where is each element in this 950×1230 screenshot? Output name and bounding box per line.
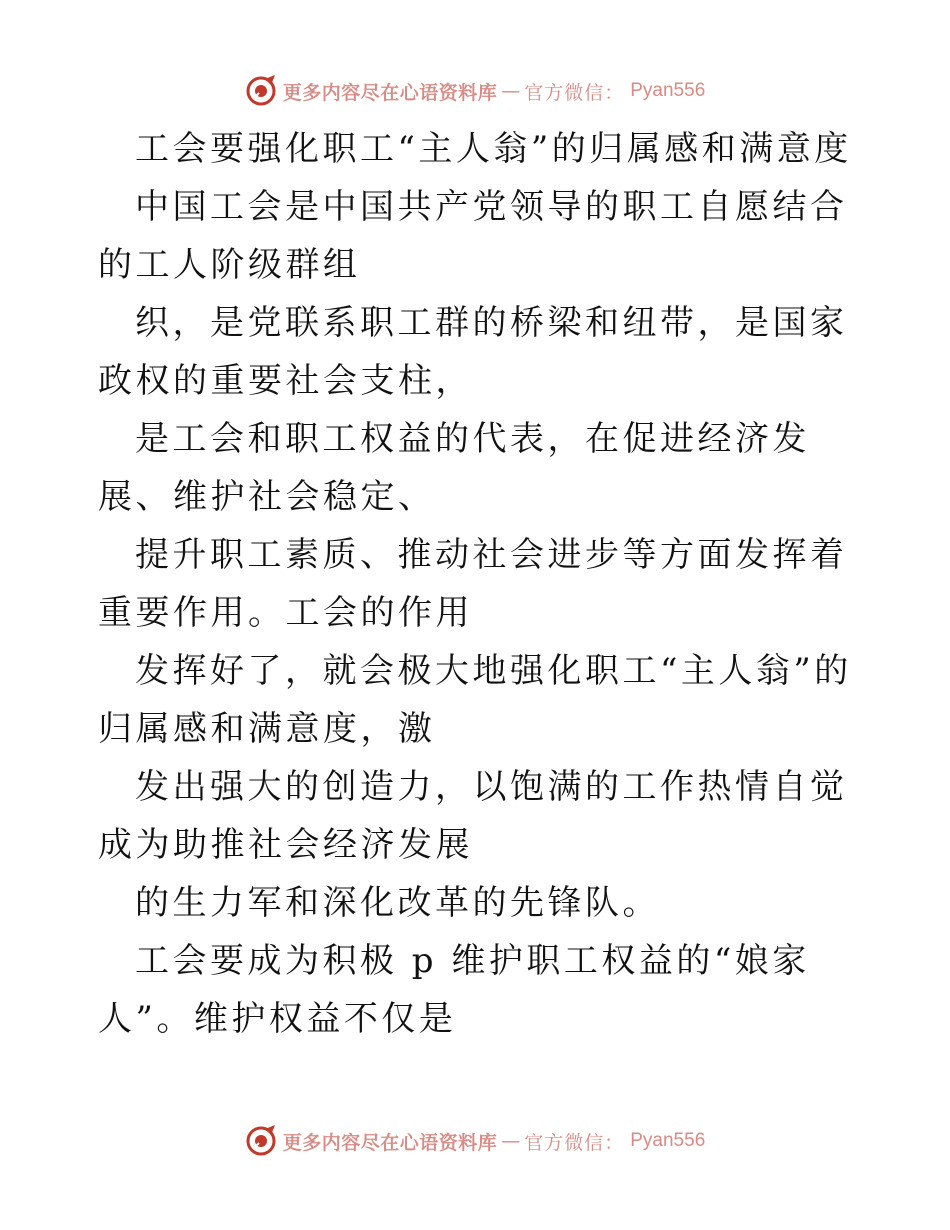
brand-logo-icon — [245, 75, 277, 107]
paragraph: 发出强大的创造力，以饱满的工作热情自觉成为助推社会经济发展 — [98, 767, 848, 865]
watermark-main-text: 更多内容尽在心语资料库 — [282, 1131, 498, 1154]
watermark-dash: — — [501, 80, 521, 102]
paragraph: 是工会和职工权益的代表，在促进经济发展、维护社会稳定、 — [98, 419, 810, 517]
paragraph: 中国工会是中国共产党领导的职工自愿结合的工人阶级群组 — [98, 187, 848, 285]
brand-logo-icon — [245, 1125, 277, 1157]
watermark-dash: — — [501, 1130, 521, 1152]
footer-watermark — [0, 1121, 950, 1161]
paragraph-title: 工会要强化职工“主人翁”的归属感和满意度 — [135, 129, 852, 169]
watermark-main-text: 更多内容尽在心语资料库 — [282, 81, 498, 104]
paragraph: 的生力军和深化改革的先锋队。 — [135, 883, 660, 923]
paragraph: 发挥好了，就会极大地强化职工“主人翁”的归属感和满意度，激 — [98, 651, 852, 749]
paragraph: 织，是党联系职工群的桥梁和纽带，是国家政权的重要社会支柱， — [98, 303, 848, 401]
header-watermark — [0, 71, 950, 111]
watermark-sub-text: 官方微信： — [524, 81, 625, 104]
document-body — [98, 120, 858, 1048]
watermark-wechat-id: Pyan556 — [630, 80, 706, 101]
watermark-wechat-id: Pyan556 — [630, 1130, 706, 1151]
paragraph: 工会要成为积极 p 维护职工权益的“娘家人”。维护权益不仅是 — [98, 941, 810, 1039]
paragraph: 提升职工素质、推动社会进步等方面发挥着重要作用。工会的作用 — [98, 535, 848, 633]
watermark-sub-text: 官方微信： — [524, 1131, 625, 1154]
